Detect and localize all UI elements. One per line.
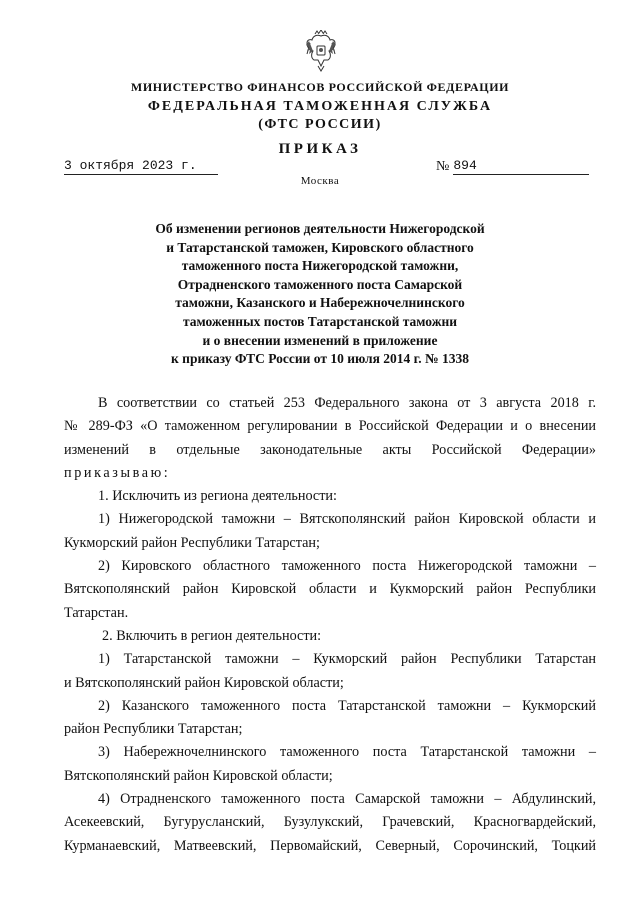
- subject-line: таможенных постов Татарстанской таможни: [182, 313, 458, 329]
- order-number: 894: [453, 158, 589, 175]
- order-subject: [0, 220, 640, 369]
- subject-line: и о внесении изменений в приложение: [202, 332, 438, 348]
- body-line: район Республики Татарстан;: [64, 721, 243, 738]
- body-line: изменений в отдельные законодательные акты Российской Федерации»: [64, 441, 596, 458]
- subject-line: таможни, Казанского и Набережночелнинского: [175, 295, 465, 311]
- body-line: 1) Нижегородской таможни – Вятскополянский район Кировской области и: [98, 511, 596, 528]
- subject-line: Отрадненского таможенного поста Самарской: [177, 276, 463, 292]
- subject-line: и Татарстанской таможен, Кировского областного: [166, 239, 474, 255]
- body-line: и Вятскополянский район Кировской области;: [64, 674, 344, 691]
- coat-of-arms-icon: [304, 30, 338, 72]
- subject-line: к приказу ФТС России от 10 июля 2014 г. № 1338: [171, 351, 469, 367]
- document-type-title: ПРИКАЗ: [278, 141, 362, 157]
- city-name: Москва: [300, 175, 340, 187]
- section-heading: 2. Включить в регион деятельности:: [102, 627, 322, 644]
- order-date: 3 октября 2023 г.: [64, 158, 218, 175]
- body-line: Асекеевский, Бугурусланский, Бузулукский, Грачевский, Красногвардейский,: [64, 814, 596, 831]
- body-line: Курманаевский, Матвеевский, Первомайский, Северный, Сорочинский, Тоцкий: [64, 837, 596, 854]
- service-abbreviation: (ФТС РОССИИ): [258, 117, 382, 132]
- section-heading: 1. Исключить из региона деятельности:: [98, 488, 337, 505]
- body-line-directive: приказываю:: [64, 464, 171, 481]
- body-line: 1) Татарстанской таможни – Кукморский район Республики Татарстан: [98, 651, 596, 668]
- body-line: В соответствии со статьей 253 Федерального закона от 3 августа 2018 г.: [98, 395, 596, 411]
- subject-line: Об изменении регионов деятельности Нижегородской: [155, 221, 485, 236]
- body-line: 4) Отрадненского таможенного поста Самарской таможни – Абдулинский,: [98, 791, 596, 808]
- order-number-field: [436, 158, 589, 175]
- body-line: Вятскополянский район Кировской области;: [64, 767, 333, 784]
- number-sign: №: [436, 159, 450, 174]
- body-line: Татарстан.: [64, 604, 129, 621]
- subject-line: таможенного поста Нижегородской таможни,: [181, 258, 459, 274]
- ministry-name: МИНИСТЕРСТВО ФИНАНСОВ РОССИЙСКОЙ ФЕДЕРАЦИИ: [130, 80, 510, 94]
- body-line: Кукморский район Республики Татарстан;: [64, 534, 320, 551]
- body-line: 2) Казанского таможенного поста Татарстанской таможни – Кукморский: [98, 697, 596, 714]
- body-line: 2) Кировского областного таможенного поста Нижегородской таможни –: [98, 558, 596, 575]
- body-line: 3) Набережночелнинского таможенного поста Татарстанской таможни –: [98, 744, 596, 761]
- body-line: № 289-ФЗ «О таможенном регулировании в Российской Федерации и о внесении: [64, 418, 596, 435]
- service-name: ФЕДЕРАЛЬНАЯ ТАМОЖЕННАЯ СЛУЖБА: [147, 99, 493, 114]
- order-body: [64, 392, 596, 858]
- body-line: Вятскополянский район Кировской области и Кукморский район Республики: [64, 581, 596, 598]
